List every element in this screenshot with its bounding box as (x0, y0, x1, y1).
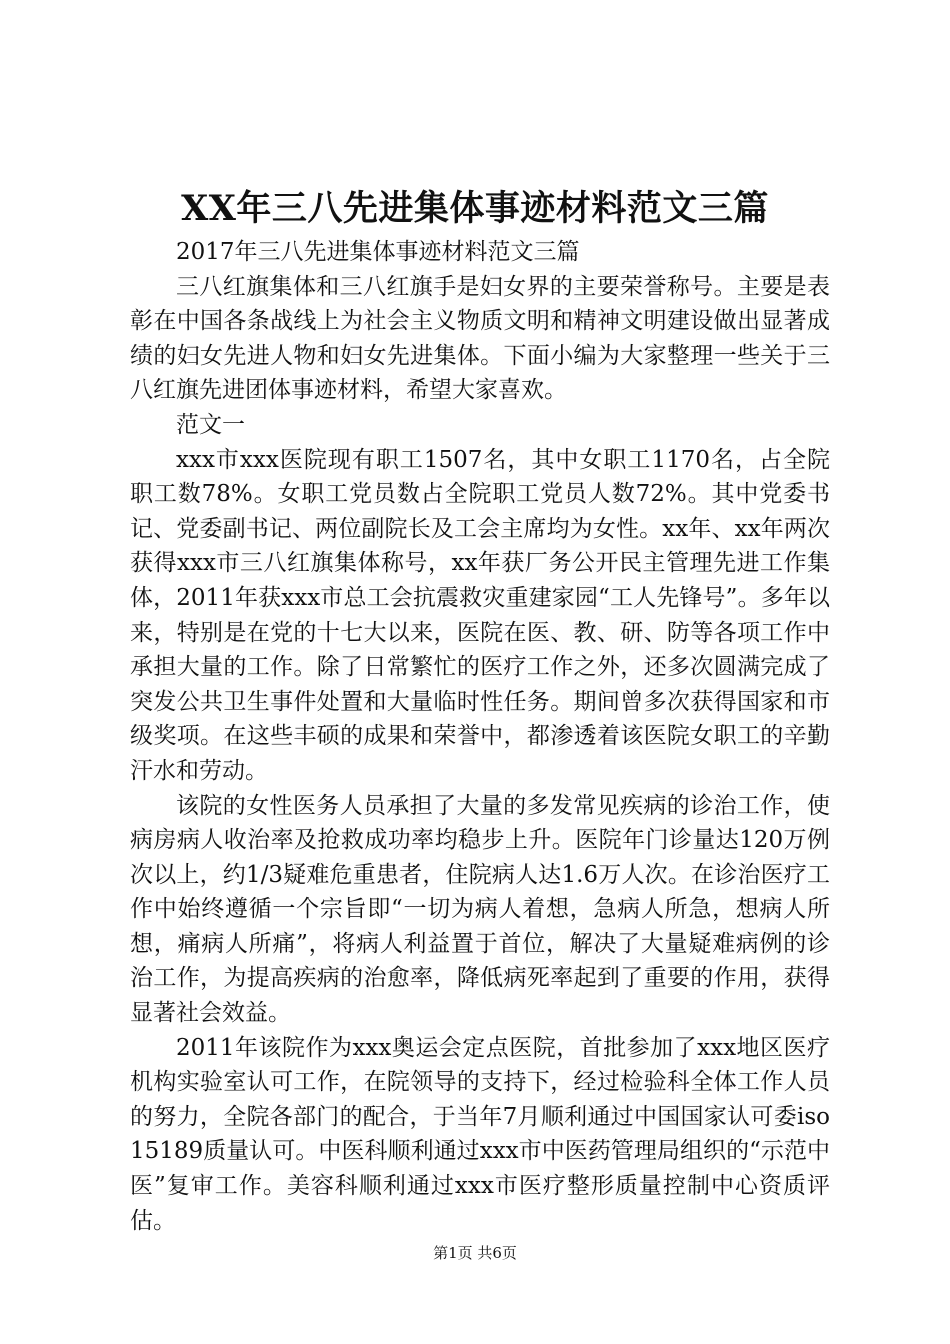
body-paragraph: 该院的女性医务人员承担了大量的多发常见疾病的诊治工作，使病房病人收治率及抢救成功率均稳步上升。医院年门诊量达120万例次以上，约1/3疑难危重患者，住院病人达1.6万人次。在诊治医疗工作中始终遵循一个宗旨即“一切为病人着想，急病人所急，想病人所想，痛病人所痛”，将病人利益置于首位，解决了大量疑难病例的诊治工作，为提高疾病的治愈率，降低病死率起到了重要的作用，获得显著社会效益。 (130, 792, 830, 1027)
document-title: XX年三八先进集体事迹材料范文三篇 (181, 188, 769, 229)
section-heading: 范文一 (176, 411, 245, 438)
intro-paragraph: 三八红旗集体和三八红旗手是妇女界的主要荣誉称号。主要是表彰在中国各条战线上为社会主义物质文明和精神文明建设做出显著成绩的妇女先进人物和妇女先进集体。下面小编为大家整理一些关于三八红旗先进团体事迹材料，希望大家喜欢。 (130, 273, 830, 404)
document-body (130, 235, 830, 1238)
body-paragraph: xxx市xxx医院现有职工1507名，其中女职工1170名，占全院职工数78%。女职工党员数占全院职工党员人数72%。其中党委书记、党委副书记、两位副院长及工会主席均为女性。xx年、xx年两次获得xxx市三八红旗集体称号，xx年获厂务公开民主管理先进工作集体，2011年获xxx市总工会抗震救灾重建家园“工人先锋号”。多年以来，特别是在党的十七大以来，医院在医、教、研、防等各项工作中承担大量的工作。除了日常繁忙的医疗工作之外，还多次圆满完成了突发公共卫生事件处置和大量临时性任务。期间曾多次获得国家和市级奖项。在这些丰硕的成果和荣誉中，都渗透着该医院女职工的辛勤汗水和劳动。 (130, 446, 830, 784)
body-paragraph: 2011年该院作为xxx奥运会定点医院，首批参加了xxx地区医疗机构实验室认可工作，在院领导的支持下，经过检验科全体工作人员的努力，全院各部门的配合，于当年7月顺利通过中国国家认可委iso15189质量认可。中医科顺利通过xxx市中医药管理局组织的“示范中医”复审工作。美容科顺利通过xxx市医疗整形质量控制中心资质评估。 (130, 1034, 830, 1234)
subtitle-paragraph: 2017年三八先进集体事迹材料范文三篇 (176, 239, 580, 265)
page-footer: 第1页 共6页 (433, 1244, 517, 1262)
